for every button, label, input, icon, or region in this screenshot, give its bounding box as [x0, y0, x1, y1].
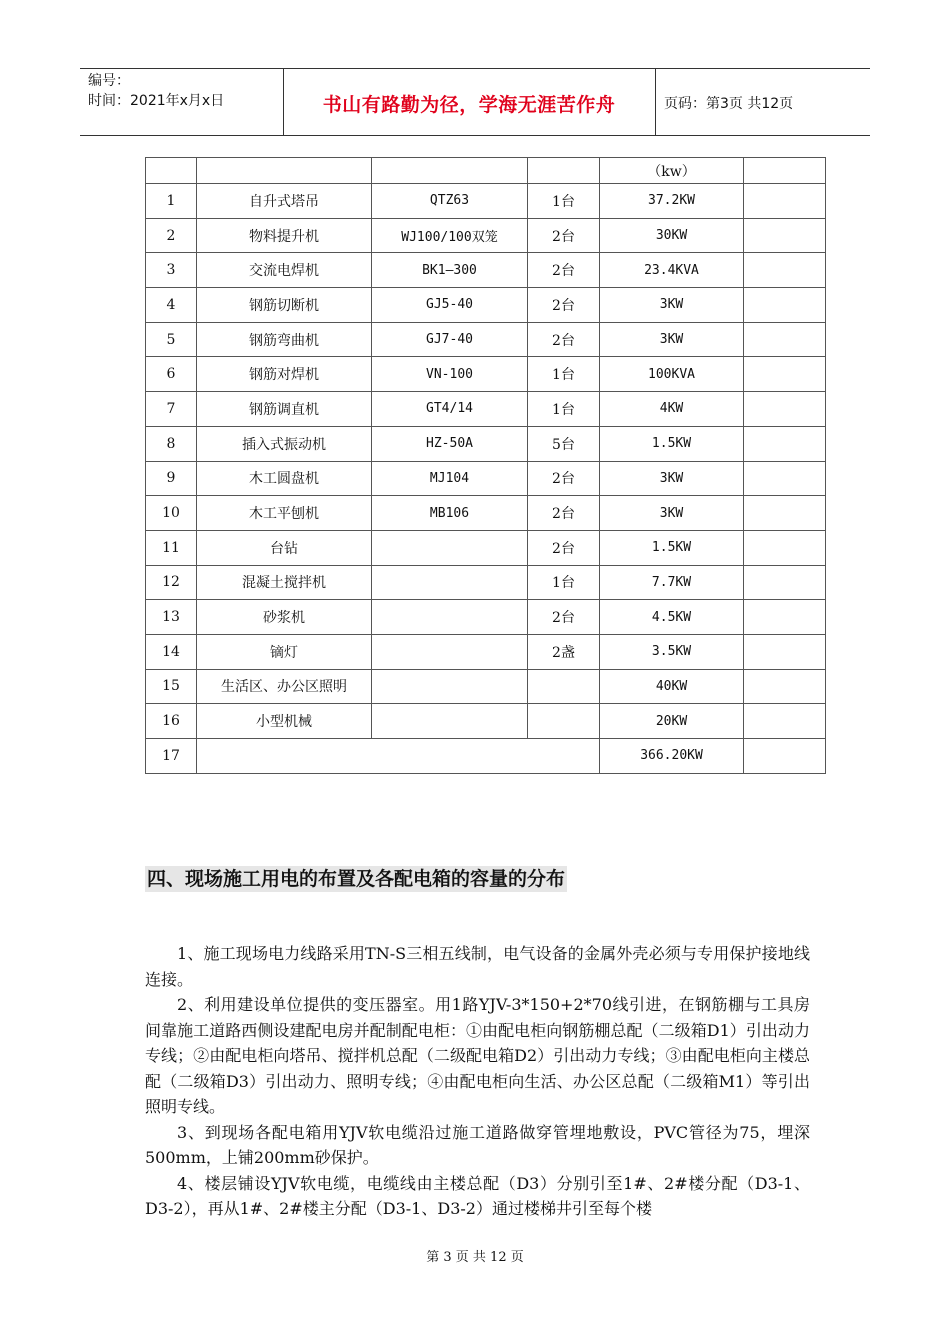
- equipment-name-cell: 生活区、办公区照明: [197, 669, 372, 704]
- power-cell: 3.5KW: [600, 634, 744, 669]
- quantity-cell: 1台: [528, 565, 600, 600]
- equipment-name-cell: 木工圆盘机: [197, 461, 372, 496]
- quantity-cell: [528, 669, 600, 704]
- quantity-cell: 2台: [528, 530, 600, 565]
- header-motto: 书山有路勤为径，学海无涯苦作舟: [322, 94, 616, 116]
- equipment-name-cell: 钢筋调直机: [197, 392, 372, 427]
- body-paragraph: 4、楼层铺设YJV软电缆，电缆线由主楼总配（D3）分别引至1#、2#楼分配（D3-1、D3-2），再从1#、2#楼主分配（D3-1、D3-2）通过楼梯井引至每个楼: [145, 1173, 810, 1218]
- equipment-name-cell: 钢筋对焊机: [197, 357, 372, 392]
- quantity-cell: 1台: [528, 184, 600, 219]
- table-row: [146, 634, 826, 669]
- model-cell: [372, 530, 528, 565]
- equipment-name-cell: 镝灯: [197, 634, 372, 669]
- remark-cell: [744, 218, 826, 253]
- equipment-name-cell: 砂浆机: [197, 600, 372, 635]
- remark-cell: [744, 704, 826, 739]
- total-row: [146, 739, 826, 774]
- power-cell: 23.4KVA: [600, 253, 744, 288]
- quantity-cell: 2台: [528, 461, 600, 496]
- model-cell: [372, 704, 528, 739]
- remark-cell: [744, 322, 826, 357]
- remark-cell: [744, 392, 826, 427]
- table-header-row: [146, 158, 826, 184]
- row-number-cell: 14: [146, 634, 197, 669]
- equipment-name-cell: 台钻: [197, 530, 372, 565]
- power-cell: 3KW: [600, 288, 744, 323]
- model-cell: HZ-50A: [372, 426, 528, 461]
- header-top-rule: [80, 68, 870, 69]
- model-cell: MJ104: [372, 461, 528, 496]
- model-cell: [372, 565, 528, 600]
- table-header-cell: [528, 158, 600, 184]
- row-number-cell: 7: [146, 392, 197, 427]
- row-number-cell: 3: [146, 253, 197, 288]
- equipment-name-cell: 交流电焊机: [197, 253, 372, 288]
- quantity-cell: 2台: [528, 253, 600, 288]
- remark-cell: [744, 496, 826, 531]
- model-cell: WJ100/100双笼: [372, 218, 528, 253]
- table-row: [146, 530, 826, 565]
- section-heading: 四、现场施工用电的布置及各配电箱的容量的分布: [147, 868, 566, 890]
- quantity-cell: 2台: [528, 218, 600, 253]
- table-row: [146, 184, 826, 219]
- power-cell: 3KW: [600, 322, 744, 357]
- equipment-name-cell: 小型机械: [197, 704, 372, 739]
- remark-cell: [744, 634, 826, 669]
- power-cell: 3KW: [600, 496, 744, 531]
- table-row: [146, 461, 826, 496]
- power-cell: 4KW: [600, 392, 744, 427]
- table-row: [146, 426, 826, 461]
- table-row: [146, 322, 826, 357]
- remark-cell: [744, 530, 826, 565]
- row-number-cell: 12: [146, 565, 197, 600]
- section-body: [145, 941, 810, 1222]
- model-cell: [372, 600, 528, 635]
- model-cell: GJ7-40: [372, 322, 528, 357]
- table-row: [146, 704, 826, 739]
- body-paragraph: 1、施工现场电力线路采用TN-S三相五线制，电气设备的金属外壳必须与专用保护接地线连接。: [145, 944, 810, 989]
- model-cell: BK1—300: [372, 253, 528, 288]
- model-cell: [372, 669, 528, 704]
- document-date: 时间：2021年x月x日: [88, 93, 225, 109]
- row-number-cell: 17: [146, 739, 197, 774]
- model-cell: [372, 634, 528, 669]
- row-number-cell: 15: [146, 669, 197, 704]
- table-header-cell: [744, 158, 826, 184]
- model-cell: GT4/14: [372, 392, 528, 427]
- quantity-cell: [528, 704, 600, 739]
- row-number-cell: 8: [146, 426, 197, 461]
- power-cell: 1.5KW: [600, 530, 744, 565]
- header-meta: [88, 71, 224, 111]
- row-number-cell: 4: [146, 288, 197, 323]
- table-row: [146, 357, 826, 392]
- remark-cell: [744, 253, 826, 288]
- table-row: [146, 253, 826, 288]
- equipment-name-cell: 自升式塔吊: [197, 184, 372, 219]
- model-cell: VN-100: [372, 357, 528, 392]
- equipment-name-cell: 木工平刨机: [197, 496, 372, 531]
- body-paragraph: 2、利用建设单位提供的变压器室。用1路YJV-3*150+2*70线引进，在钢筋棚与工具房间靠施工道路西侧设建配电房并配制配电柜：①由配电柜向钢筋棚总配（二级箱D1）引出动力专线；②由配电柜向塔吊、搅拌机总配（二级配电箱D2）引出动力专线；③由配电柜向主楼总配（二级箱D3）引出动力、照明专线；④由配电柜向生活、办公区总配（二级箱M1）等引出照明专线。: [145, 995, 810, 1116]
- equipment-name-cell: 物料提升机: [197, 218, 372, 253]
- quantity-cell: 2台: [528, 600, 600, 635]
- power-cell: 20KW: [600, 704, 744, 739]
- total-blank-cell: [197, 739, 600, 774]
- body-paragraph: 3、到现场各配电箱用YJV软电缆沿过施工道路做穿管埋地敷设，PVC管径为75，埋深500mm，上铺200mm砂保护。: [145, 1122, 810, 1167]
- quantity-cell: 2台: [528, 496, 600, 531]
- table-header-cell: [197, 158, 372, 184]
- row-number-cell: 6: [146, 357, 197, 392]
- power-cell: 100KVA: [600, 357, 744, 392]
- row-number-cell: 9: [146, 461, 197, 496]
- remark-cell: [744, 565, 826, 600]
- power-cell: 3KW: [600, 461, 744, 496]
- page-footer: 第 3 页 共 12 页: [426, 1250, 524, 1265]
- table-row: [146, 669, 826, 704]
- row-number-cell: 2: [146, 218, 197, 253]
- document-number-label: 编号：: [88, 73, 130, 89]
- table-header-cell: [372, 158, 528, 184]
- equipment-name-cell: 钢筋弯曲机: [197, 322, 372, 357]
- remark-cell: [744, 426, 826, 461]
- quantity-cell: 2盏: [528, 634, 600, 669]
- equipment-name-cell: 混凝土搅拌机: [197, 565, 372, 600]
- remark-cell: [744, 288, 826, 323]
- header-bottom-rule: [80, 135, 870, 136]
- power-unit-header: （kw）: [600, 158, 744, 184]
- table-header-cell: [146, 158, 197, 184]
- remark-cell: [744, 184, 826, 219]
- quantity-cell: 1台: [528, 392, 600, 427]
- remark-cell: [744, 739, 826, 774]
- header-divider: [655, 68, 656, 136]
- quantity-cell: 2台: [528, 322, 600, 357]
- model-cell: QTZ63: [372, 184, 528, 219]
- equipment-name-cell: 插入式振动机: [197, 426, 372, 461]
- row-number-cell: 16: [146, 704, 197, 739]
- power-cell: 30KW: [600, 218, 744, 253]
- quantity-cell: 1台: [528, 357, 600, 392]
- equipment-power-table: [145, 157, 826, 774]
- remark-cell: [744, 600, 826, 635]
- equipment-name-cell: 钢筋切断机: [197, 288, 372, 323]
- row-number-cell: 5: [146, 322, 197, 357]
- table-row: [146, 600, 826, 635]
- row-number-cell: 11: [146, 530, 197, 565]
- remark-cell: [744, 357, 826, 392]
- table-row: [146, 496, 826, 531]
- table-row: [146, 392, 826, 427]
- header-page-info: 页码：第3页 共12页: [664, 96, 794, 112]
- model-cell: MB106: [372, 496, 528, 531]
- table-row: [146, 218, 826, 253]
- table-row: [146, 288, 826, 323]
- power-cell: 37.2KW: [600, 184, 744, 219]
- power-cell: 7.7KW: [600, 565, 744, 600]
- power-cell: 4.5KW: [600, 600, 744, 635]
- row-number-cell: 1: [146, 184, 197, 219]
- quantity-cell: 5台: [528, 426, 600, 461]
- model-cell: GJ5-40: [372, 288, 528, 323]
- remark-cell: [744, 461, 826, 496]
- power-cell: 40KW: [600, 669, 744, 704]
- row-number-cell: 10: [146, 496, 197, 531]
- remark-cell: [744, 669, 826, 704]
- quantity-cell: 2台: [528, 288, 600, 323]
- power-cell: 1.5KW: [600, 426, 744, 461]
- total-power-cell: 366.20KW: [600, 739, 744, 774]
- row-number-cell: 13: [146, 600, 197, 635]
- table-row: [146, 565, 826, 600]
